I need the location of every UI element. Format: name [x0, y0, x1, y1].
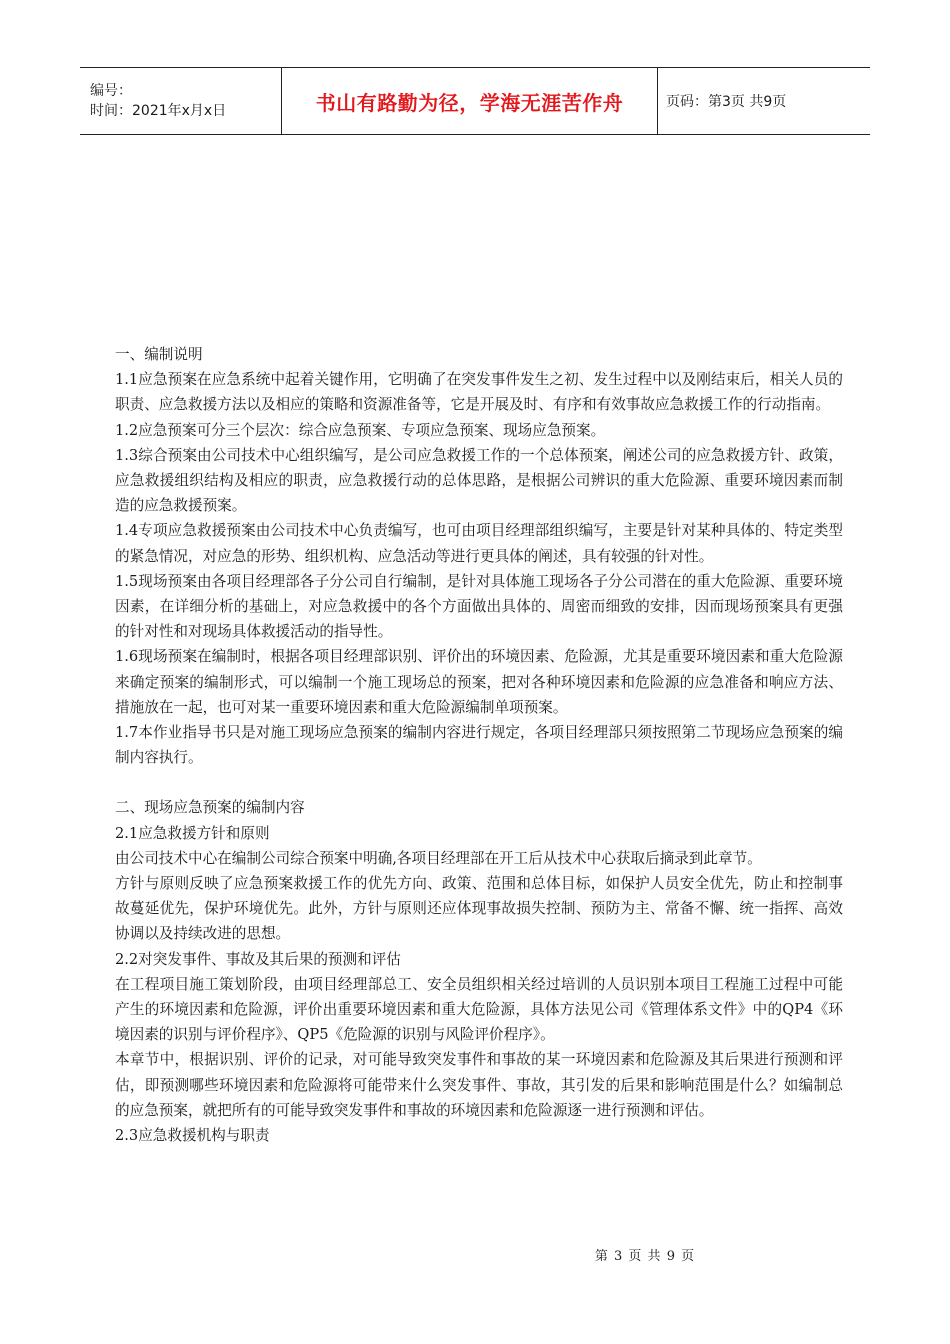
paragraph: 1.4专项应急救援预案由公司技术中心负责编写，也可由项目经理部组织编写，主要是针对某种具体的、特定类型的紧急情况，对应急的形势、组织机构、应急活动等进行更具体的阐述，具有较强的针对性。 — [115, 522, 843, 565]
header-page-cell — [658, 68, 870, 134]
header-page-number: 页码：第3页 共9页 — [666, 94, 787, 110]
section-heading: 一、编制说明 — [115, 346, 203, 363]
paragraph: 1.3综合预案由公司技术中心组织编写，是公司应急救援工作的一个总体预案，阐述公司的应急救援方针、政策，应急救援组织结构及相应的职责，应急救援行动的总体思路，是根据公司辨识的重大危险源、重要环境因素而制造的应急救援预案。 — [115, 446, 843, 515]
paragraph: 本章节中，根据识别、评价的记录，对可能导致突发事件和事故的某一环境因素和危险源及其后果进行预测和评估，即预测哪些环境因素和危险源将可能带来什么突发事件、事故，其引发的后果和影响范围是什么？如编制总的应急预案，就把所有的可能导致突发事件和事故的环境因素和危险源逐一进行预测和评估。 — [115, 1051, 843, 1119]
paragraph: 1.7本作业指导书只是对施工现场应急预案的编制内容进行规定，各项目经理部只须按照第二节现场应急预案的编制内容执行。 — [115, 724, 843, 767]
page-footer — [0, 1245, 950, 1264]
header-motto-cell — [282, 68, 658, 134]
paragraph-spacer — [115, 770, 843, 795]
footer-page-number: 第 3 页 共 9 页 — [594, 1249, 696, 1264]
paragraph: 1.1应急预案在应急系统中起着关键作用，它明确了在突发事件发生之初、发生过程中以及刚结束后，相关人员的职责、应急救援方法以及相应的策略和资源准备等，它是开展及时、有序和有效事故应急救援工作的行动指南。 — [115, 371, 843, 414]
header-meta — [80, 68, 282, 134]
paragraph: 1.5现场预案由各项目经理部各子分公司自行编制，是针对具体施工现场各子分公司潜在的重大危险源、重要环境因素，在详细分析的基础上，对应急救援中的各个方面做出具体的、周密而细致的安排，因而现场预案具有更强的针对性和对现场具体救援活动的指导性。 — [115, 572, 843, 641]
document-header — [80, 67, 870, 135]
paragraph: 1.6现场预案在编制时，根据各项目经理部识别、评价出的环境因素、危险源，尤其是重要环境因素和重大危险源来确定预案的编制形式，可以编制一个施工现场总的预案，把对各种环境因素和危险源的应急准备和响应方法、措施放在一起，也可对某一重要环境因素和重大危险源编制单项预案。 — [115, 648, 843, 716]
paragraph: 在工程项目施工策划阶段，由项目经理部总工、安全员组织相关经过培训的人员识别本项目工程施工过程中可能产生的环境因素和危险源，评价出重要环境因素和重大危险源，具体方法见公司《管理体系文件》中的QP4《环境因素的识别与评价程序》、QP5《危险源的识别与风险评价程序》。 — [115, 975, 843, 1044]
document-time-label: 时间：2021年x月x日 — [90, 103, 227, 119]
subsection-heading: 2.3应急救援机构与职责 — [115, 1127, 270, 1145]
section-heading: 二、现场应急预案的编制内容 — [115, 799, 305, 817]
paragraph: 1.2应急预案可分三个层次：综合应急预案、专项应急预案、现场应急预案。 — [115, 421, 606, 439]
subsection-heading: 2.1应急救援方针和原则 — [115, 824, 270, 842]
document-body — [115, 342, 843, 1148]
subsection-heading: 2.2对突发事件、事故及其后果的预测和评估 — [115, 950, 401, 968]
paragraph: 由公司技术中心在编制公司综合预案中明确,各项目经理部在开工后从技术中心获取后摘录到此章节。 — [115, 849, 762, 867]
header-motto: 书山有路勤为径，学海无涯苦作舟 — [315, 90, 624, 115]
document-number-label: 编号： — [90, 83, 132, 99]
paragraph: 方针与原则反映了应急预案救援工作的优先方向、政策、范围和总体目标，如保护人员安全优先，防止和控制事故蔓延优先，保护环境优先。此外，方针与原则还应体现事故损失控制、预防为主、常备不懈、统一指挥、高效协调以及持续改进的思想。 — [115, 875, 843, 943]
